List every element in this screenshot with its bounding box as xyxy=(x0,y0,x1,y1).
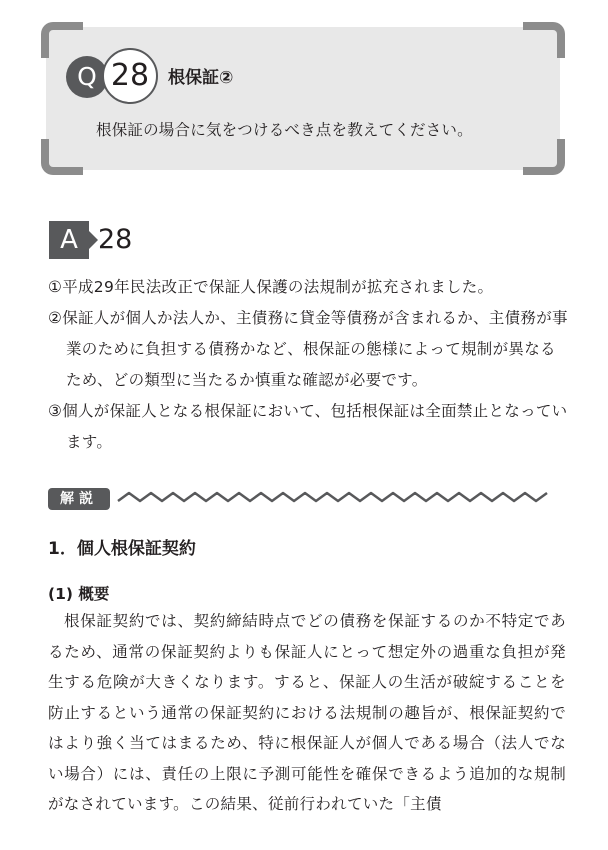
section-heading: 1．個人根保証契約 xyxy=(48,539,196,559)
explanation-label: 解説 xyxy=(48,488,110,510)
answer-item: ①平成29年民法改正で保証人保護の法規制が拡充されました。 xyxy=(48,278,494,296)
question-box xyxy=(46,27,560,170)
corner-bracket xyxy=(41,22,83,58)
question-text: 根保証の場合に気をつけるべき点を教えてください。 xyxy=(96,121,473,139)
corner-bracket xyxy=(41,139,83,175)
answer-badge: A xyxy=(49,221,89,259)
question-title: 根保証② xyxy=(168,68,234,88)
corner-bracket xyxy=(523,22,565,58)
body-paragraph: 根保証契約では、契約締結時点でどの債務を保証するのか不特定であるため、通常の保証契約よりも保証人にとって想定外の過重な負担が発生する危険が大きくなります。すると、保証人の生活が破綻することを防止するという通常の保証契約における法規制の趣旨が、根保証契約ではより強く当てはまるため、特に根保証人が個人である場合（法人でない場合）には、責任の上限に予測可能性を確保できるよう追加的な規制がなされています。この結果、従前行われていた「主債 xyxy=(48,612,566,813)
answer-item: ③個人が保証人となる根保証において、包括根保証は全面禁止となっています。 xyxy=(48,402,568,451)
corner-bracket xyxy=(523,139,565,175)
question-badge: Q xyxy=(66,56,108,98)
answer-item: ②保証人が個人か法人か、主債務に貸金等債務が含まれるか、主債務が事業のために負担する債務かなど、根保証の態様によって規制が異なるため、どの類型に当たるか慎重な確認が必要です。 xyxy=(48,309,568,389)
zigzag-divider xyxy=(116,489,560,505)
answer-list xyxy=(48,272,570,458)
answer-number: 28 xyxy=(98,224,133,255)
subsection-heading: (1) 概要 xyxy=(48,585,110,603)
question-number: 28 xyxy=(102,48,158,104)
